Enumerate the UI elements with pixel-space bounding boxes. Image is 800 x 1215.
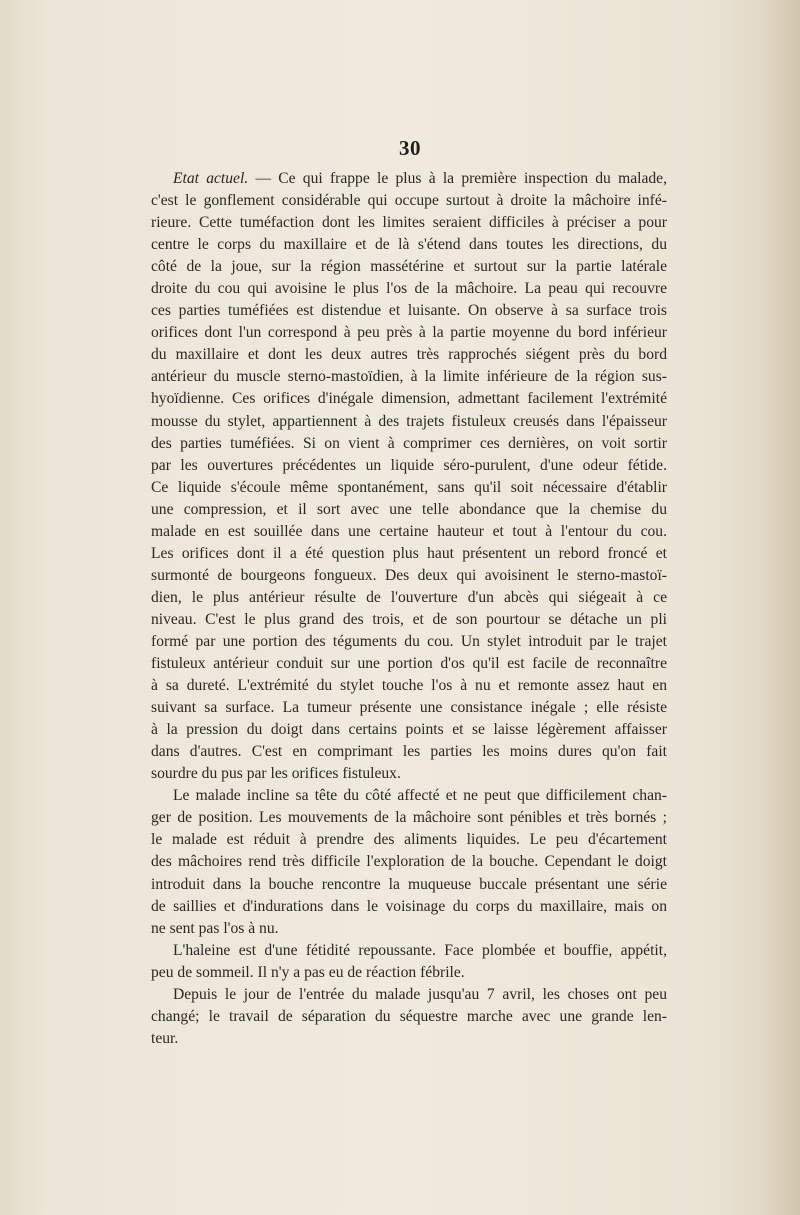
line-text: peu de sommeil. Il n'y a pas eu de réaction fébrile. (151, 963, 465, 981)
line-text: niveau. C'est le plus grand des trois, et de son pourtour se détache un pli (151, 610, 667, 628)
text-line (151, 609, 667, 631)
line-text: rieure. Cette tuméfaction dont les limites seraient difficiles à préciser a pour (151, 214, 667, 232)
line-text: suivant sa surface. La tumeur présente une consistance inégale ; elle résiste (151, 699, 667, 717)
text-line (151, 587, 667, 609)
line-text: c'est le gonflement considérable qui occupe surtout à droite la mâchoire infé- (151, 192, 667, 210)
text-line (151, 741, 667, 763)
text-line (151, 433, 667, 455)
text-line (151, 477, 667, 499)
line-text: changé; le travail de séparation du séquestre marche avec une grande len- (151, 1007, 667, 1025)
line-text: — Ce qui frappe le plus à la première inspection du malade, (248, 170, 667, 187)
line-text: antérieur du muscle sterno-mastoïdien, à la limite inférieure de la région sus- (151, 368, 667, 386)
text-line (151, 631, 667, 653)
line-text: Le malade incline sa tête du côté affecté et ne peut que difficilement chan- (173, 787, 667, 805)
body-text (151, 168, 667, 1050)
line-text: de saillies et d'indurations dans le voisinage du corps du maxillaire, mais on (151, 897, 667, 915)
text-line (151, 234, 667, 256)
text-line (151, 1028, 667, 1050)
text-line (151, 719, 667, 741)
text-line (151, 896, 667, 918)
line-text: côté de la joue, sur la région massétérine et surtout sur la partie latérale (151, 258, 667, 276)
line-text: centre le corps du maxillaire et de là s'étend dans toutes les directions, du (151, 236, 667, 254)
text-line (151, 763, 667, 785)
text-line (151, 543, 667, 565)
text-line (151, 675, 667, 697)
text-line (151, 829, 667, 851)
text-line (151, 366, 667, 388)
line-text: hyoïdienne. Ces orifices d'inégale dimension, admettant facilement l'extrémité (151, 390, 667, 408)
line-text: sourdre du pus par les orifices fistuleux. (151, 765, 401, 783)
text-line (151, 785, 667, 807)
line-text: ces parties tuméfiées est distendue et luisante. On observe à sa surface trois (151, 302, 667, 320)
line-text: par les ouvertures précédentes un liquide séro-purulent, d'une odeur fétide. (151, 456, 667, 474)
line-text: dien, le plus antérieur résulte de l'ouverture d'un abcès qui siégeait à ce (151, 588, 667, 606)
text-line (151, 455, 667, 477)
page-edge-shadow (760, 0, 800, 1215)
text-line (151, 411, 667, 433)
text-line (151, 984, 667, 1006)
text-line (151, 344, 667, 366)
line-text: dans d'autres. C'est en comprimant les parties les moins dures qu'on fait (151, 743, 667, 761)
line-text: formé par une portion des téguments du cou. Un stylet introduit par le trajet (151, 632, 667, 650)
line-text: mousse du stylet, appartiennent à des trajets fistuleux creusés dans l'épaisseur (151, 412, 667, 430)
text-line (151, 322, 667, 344)
line-text: ger de position. Les mouvements de la mâchoire sont pénibles et très bornés ; (151, 809, 667, 827)
text-line (151, 653, 667, 675)
text-line (151, 388, 667, 410)
text-line (151, 918, 667, 940)
line-text: orifices dont l'un correspond à peu près à la partie moyenne du bord inférieur (151, 324, 667, 342)
line-text: teur. (151, 1029, 179, 1047)
text-line (151, 168, 667, 190)
text-line (151, 940, 667, 962)
line-text: droite du cou qui avoisine le plus l'os de la mâchoire. La peau qui recouvre (151, 280, 667, 298)
line-text: des mâchoires rend très difficile l'exploration de la bouche. Cependant le doigt (151, 853, 667, 871)
text-line (151, 565, 667, 587)
line-text: fistuleux antérieur conduit sur une portion d'os qu'il est facile de reconnaître (151, 655, 667, 673)
text-line (151, 499, 667, 521)
section-heading-italic: Etat actuel. (173, 170, 249, 187)
text-line (151, 300, 667, 322)
line-text: L'haleine est d'une fétidité repoussante. Face plombée et bouffie, appétit, (173, 941, 667, 959)
text-line (151, 212, 667, 234)
line-text: Les orifices dont il a été question plus haut présentent un rebord froncé et (151, 544, 667, 562)
line-text: du maxillaire et dont les deux autres très rapprochés siégent près du bord (151, 346, 667, 364)
line-text: introduit dans la bouche rencontre la muqueuse buccale présentant une série (151, 875, 667, 893)
text-line (151, 521, 667, 543)
text-line (151, 874, 667, 896)
text-line (151, 851, 667, 873)
line-text: à sa dureté. L'extrémité du stylet touche l'os à nu et remonte assez haut en (151, 677, 667, 695)
text-line (151, 190, 667, 212)
line-text: ne sent pas l'os à nu. (151, 919, 279, 937)
line-text: une compression, et il sort avec une telle abondance que la chemise du (151, 500, 667, 518)
text-line (151, 697, 667, 719)
line-text: malade en est souillée dans une certaine hauteur et tout à l'entour du cou. (151, 522, 667, 540)
line-text: Ce liquide s'écoule même spontanément, sans qu'il soit nécessaire d'établir (151, 478, 667, 496)
page-number: 30 (399, 136, 421, 160)
line-text: Depuis le jour de l'entrée du malade jusqu'au 7 avril, les choses ont peu (173, 985, 667, 1003)
text-line (151, 256, 667, 278)
text-line (151, 807, 667, 829)
line-text: surmonté de bourgeons fongueux. Des deux qui avoisinent le sterno-mastoï- (151, 566, 667, 584)
text-line (151, 278, 667, 300)
line-text: des parties tuméfiées. Si on vient à comprimer ces dernières, on voit sortir (151, 434, 667, 452)
line-text: le malade est réduit à prendre des aliments liquides. Le peu d'écartement (151, 831, 667, 849)
text-line (151, 962, 667, 984)
text-line (151, 1006, 667, 1028)
line-text: à la pression du doigt dans certains points et se laisse légèrement affaisser (151, 721, 667, 739)
